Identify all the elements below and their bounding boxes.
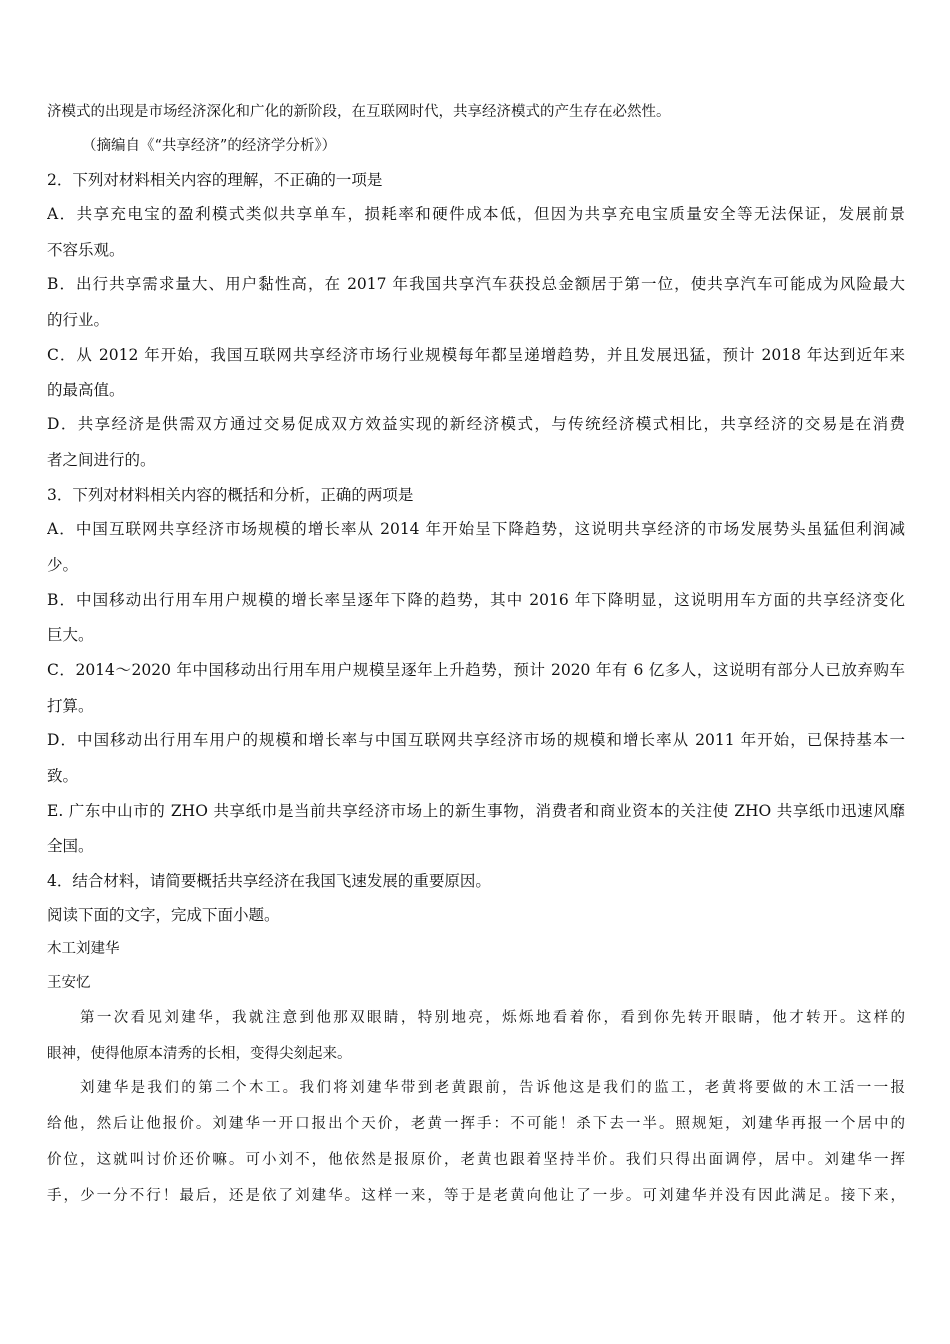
q3-option-a-line2: 少。 (47, 556, 79, 574)
reading-intro: 阅读下面的文字，完成下面小题。 (47, 906, 280, 924)
q3-option-c-line1: C．2014～2020 年中国移动出行用车用户规模呈逐年上升趋势，预计 2020 年有 6 亿多人，这说明有部分人已放弃购车 (47, 661, 905, 679)
source-note: （摘编自《“共享经济”的经济学分析》） (82, 138, 337, 154)
q3-option-e-line2: 全国。 (47, 837, 94, 855)
q2-option-a-line2: 不容乐观。 (47, 241, 125, 259)
q2-option-c-line2: 的最高值。 (47, 381, 125, 399)
para1-line1: 第一次看见刘建华，我就注意到他那双眼睛，特别地亮，烁烁地看着你，看到你先转开眼睛，他才转开。这样的 (80, 1010, 905, 1026)
q3-option-a-line1: A．中国互联网共享经济市场规模的增长率从 2014 年开始呈下降趋势，这说明共享经济的市场发展势头虽猛但利润减 (47, 520, 905, 538)
q2-option-d-line2: 者之间进行的。 (47, 451, 156, 469)
q3-option-d-line1: D．中国移动出行用车用户的规模和增长率与中国互联网共享经济市场的规模和增长率从 2011 年开始，已保持基本一 (47, 731, 905, 749)
question-2-stem: 2．下列对材料相关内容的理解，不正确的一项是 (47, 171, 383, 189)
para1-line2: 眼神，使得他原本清秀的长相，变得尖刻起来。 (47, 1046, 352, 1062)
q3-option-b-line1: B．中国移动出行用车用户规模的增长率呈逐年下降的趋势，其中 2016 年下降明显，这说明用车方面的共享经济变化 (47, 591, 905, 609)
intro-tail-line: 济模式的出现是市场经济深化和广化的新阶段，在互联网时代，共享经济模式的产生存在必然性。 (47, 104, 671, 120)
q2-option-a-line1: A．共享充电宝的盈利模式类似共享单车，损耗率和硬件成本低，但因为共享充电宝质量安全等无法保证，发展前景 (47, 205, 905, 223)
q3-option-c-line2: 打算。 (47, 697, 94, 715)
story-author: 王安忆 (47, 975, 91, 991)
para2-line1: 刘建华是我们的第二个木工。我们将刘建华带到老黄跟前，告诉他这是我们的监工，老黄将要做的木工活一一报 (80, 1080, 905, 1096)
q3-option-b-line2: 巨大。 (47, 626, 94, 644)
question-4: 4．结合材料，请简要概括共享经济在我国飞速发展的重要原因。 (47, 872, 491, 890)
q2-option-b-line1: B．出行共享需求量大、用户黏性高，在 2017 年我国共享汽车获投总金额居于第一位，使共享汽车可能成为风险最大 (47, 275, 905, 293)
q2-option-d-line1: D．共享经济是供需双方通过交易促成双方效益实现的新经济模式，与传统经济模式相比，共享经济的交易是在消费 (47, 415, 905, 433)
para2-line3: 价位，这就叫讨价还价嘛。可小刘不，他依然是报原价，老黄也跟着坚持半价。我们只得出面调停，居中。刘建华一挥 (47, 1152, 905, 1168)
q3-option-d-line2: 致。 (47, 767, 79, 785)
q3-option-e-line1: E. 广东中山市的 ZHO 共享纸巾是当前共享经济市场上的新生事物，消费者和商业资本的关注使 ZHO 共享纸巾迅速风靡 (47, 802, 905, 820)
q2-option-b-line2: 的行业。 (47, 311, 110, 329)
para2-line2: 给他，然后让他报价。刘建华一开口报出个天价，老黄一挥手：不可能！杀下去一半。照规矩，刘建华再报一个居中的 (47, 1116, 905, 1132)
para2-line4: 手，少一分不行！最后，还是依了刘建华。这样一来，等于是老黄向他让了一步。可刘建华并没有因此满足。接下来， (47, 1188, 905, 1204)
story-title: 木工刘建华 (47, 941, 120, 957)
question-3-stem: 3．下列对材料相关内容的概括和分析，正确的两项是 (47, 486, 414, 504)
q2-option-c-line1: C．从 2012 年开始，我国互联网共享经济市场行业规模每年都呈递增趋势，并且发展迅猛，预计 2018 年达到近年来 (47, 346, 905, 364)
